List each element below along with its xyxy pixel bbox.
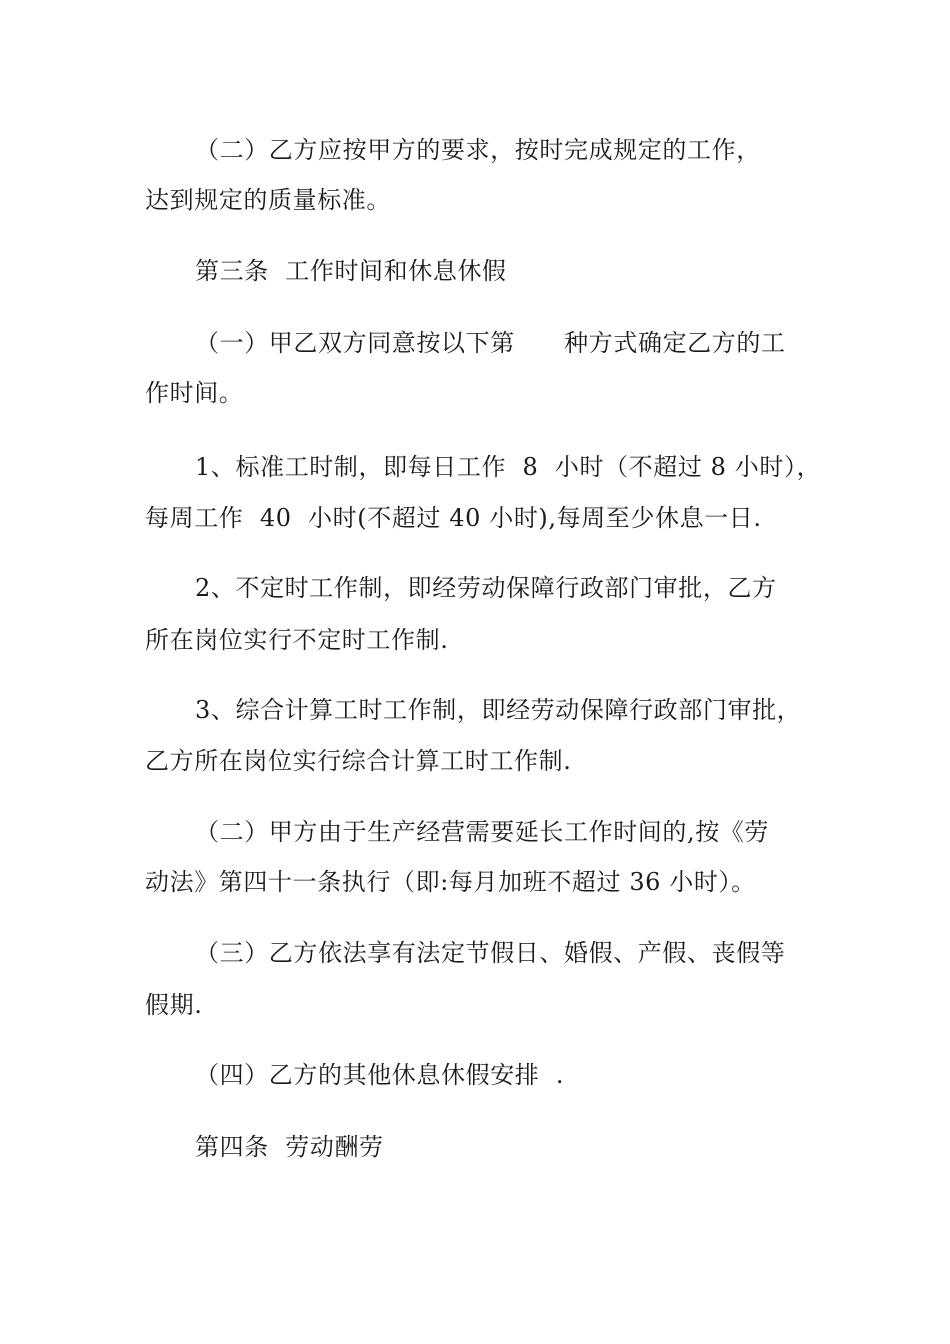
paragraph-3-line-0: 1、标准工时制，即每日工作 8 小时（不超过 8 小时）， xyxy=(195,453,822,481)
paragraph-4-line-1: 所在岗位实行不定时工作制. xyxy=(145,626,449,654)
paragraph-4-line-0: 2、不定时工作制，即经劳动保障行政部门审批，乙方 xyxy=(195,574,777,602)
paragraph-2-line-1: 作时间。 xyxy=(145,379,244,407)
article-4-heading: 第四条 劳动酬劳 xyxy=(195,1133,384,1161)
paragraph-7-line-0: （三）乙方依法享有法定节假日、婚假、产假、丧假等 xyxy=(195,939,786,967)
paragraph-7-line-1: 假期. xyxy=(145,991,203,1019)
paragraph-5-line-0: 3、综合计算工时工作制，即经劳动保障行政部门审批， xyxy=(195,696,802,724)
paragraph-3-line-1: 每周工作 40 小时(不超过 40 小时),每周至少休息一日. xyxy=(145,504,762,532)
article-3-heading: 第三条 工作时间和休息休假 xyxy=(195,257,507,285)
paragraph-8-line-0: （四）乙方的其他休息休假安排 . xyxy=(195,1061,565,1089)
paragraph-0-line-0: （二）乙方应按甲方的要求，按时完成规定的工作， xyxy=(195,136,761,164)
paragraph-0-line-1: 达到规定的质量标准。 xyxy=(145,186,391,214)
paragraph-5-line-1: 乙方所在岗位实行综合计算工时工作制. xyxy=(145,747,572,775)
paragraph-2-line-0: （一）甲乙双方同意按以下第 种方式确定乙方的工 xyxy=(195,329,786,357)
paragraph-6-line-1: 动法》第四十一条执行（即:每月加班不超过 36 小时）。 xyxy=(145,868,756,896)
paragraph-6-line-0: （二）甲方由于生产经营需要延长工作时间的,按《劳 xyxy=(195,818,770,846)
